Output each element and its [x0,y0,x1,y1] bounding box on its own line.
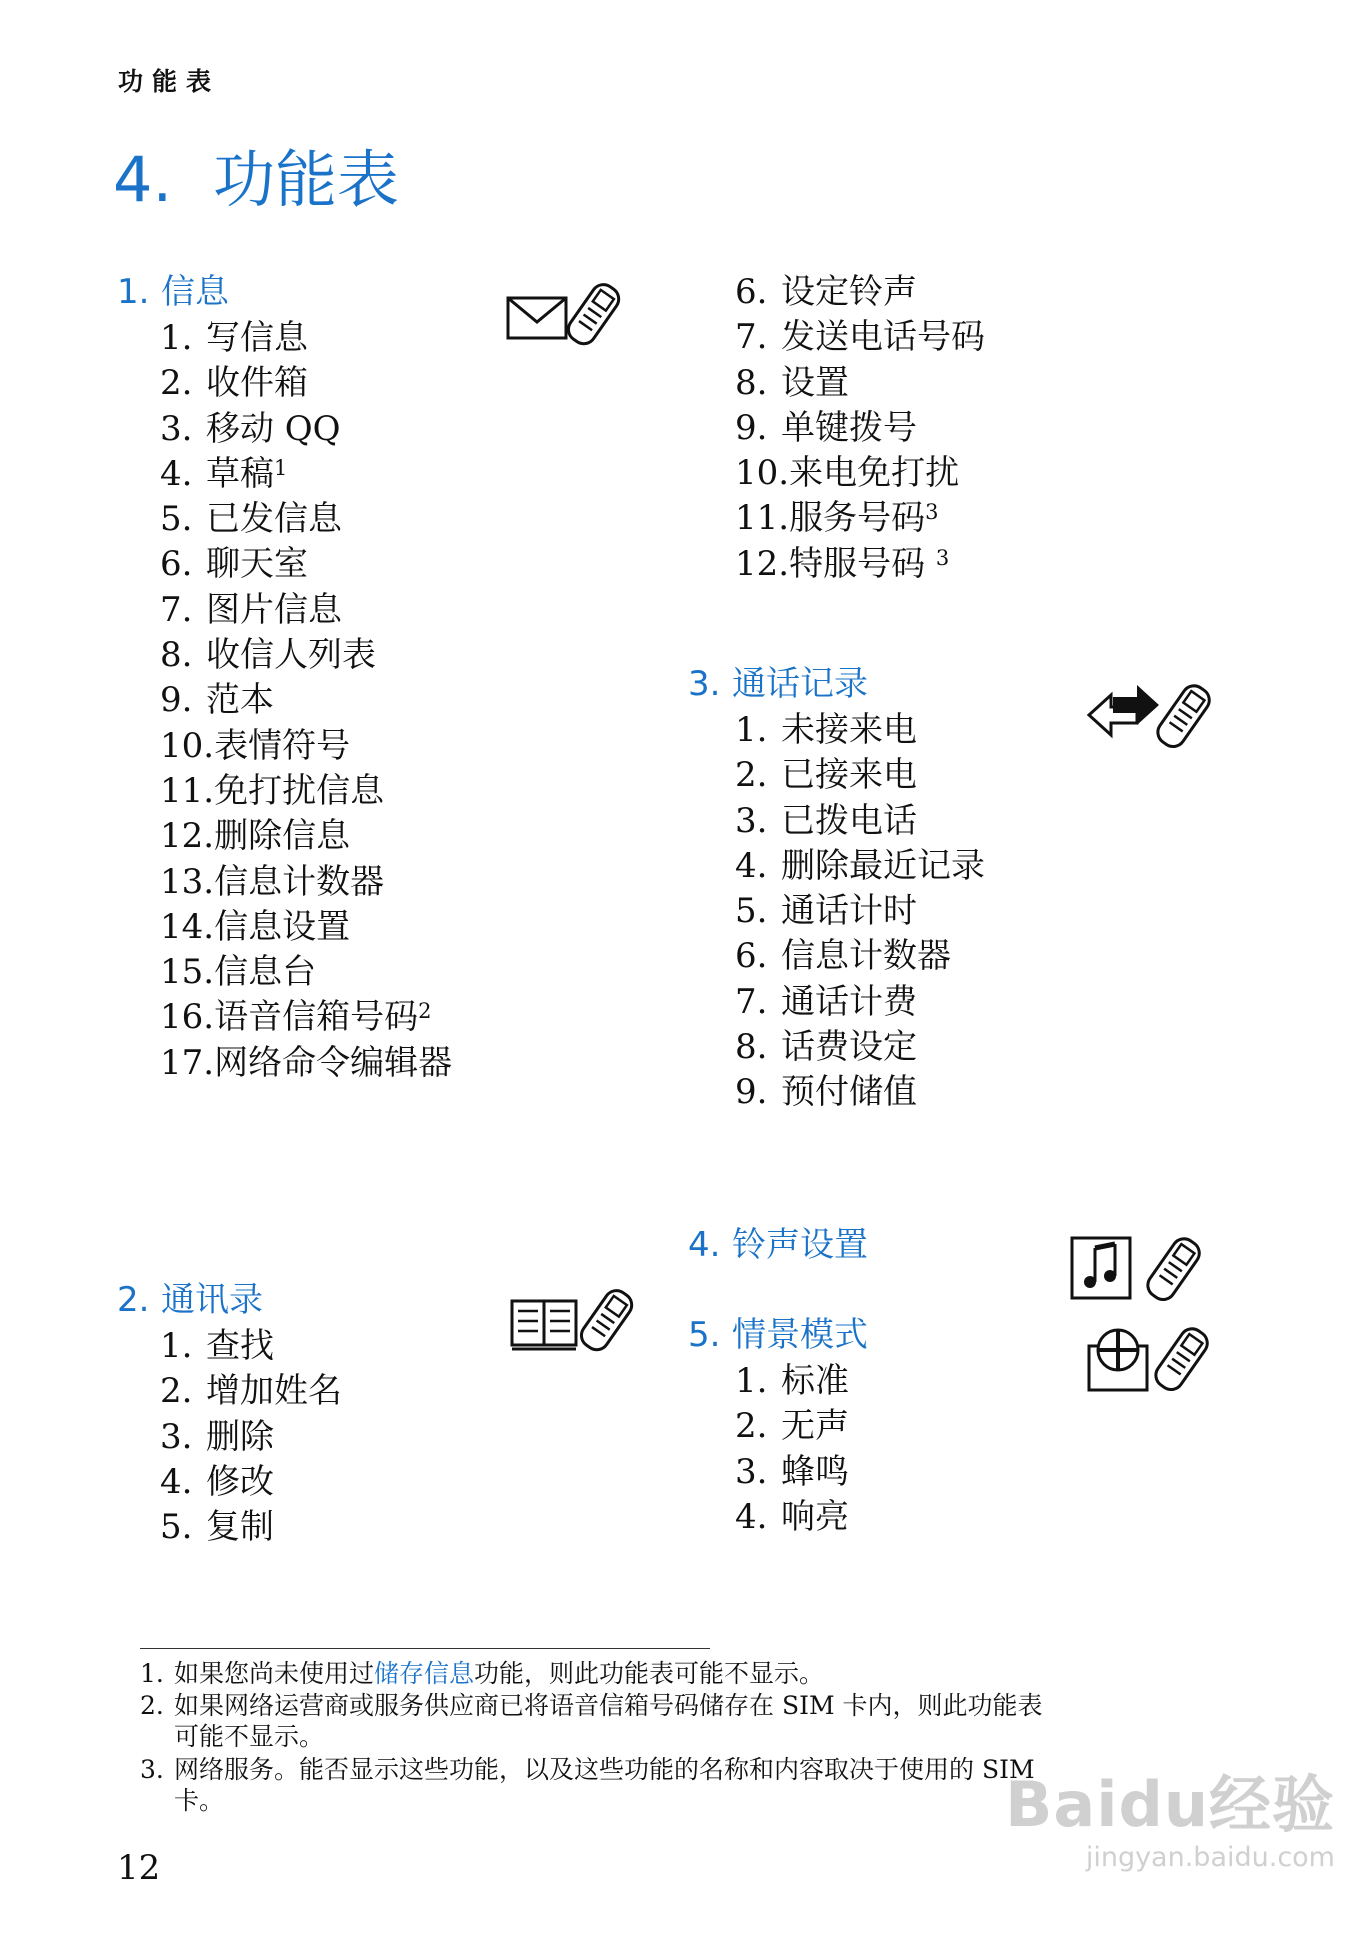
call-log-item-8: 8. 话费设定 [735,1027,917,1068]
messages-item-3: 3. 移动 QQ [160,408,341,449]
section-heading-messages: 1. 信息 [117,272,229,312]
profiles-item-3: 3. 蜂鸣 [735,1451,849,1492]
contacts-item-cont-5: 10.来电免打扰 [735,453,960,494]
stored-messages-link[interactable]: 储存信息 [374,1659,475,1688]
messages-item-4: 4. 草稿$^1$ [160,453,288,494]
messages-item-17: 17.网络命令编辑器 [160,1042,453,1083]
baidu-watermark [1005,1755,1335,1873]
chapter-title-text: 功能表 [213,143,400,216]
running-head: 功能表 [118,67,221,96]
envelope-phone-icon [505,280,625,350]
call-log-item-4: 4. 删除最近记录 [735,845,985,886]
messages-item-list [160,318,452,1088]
footnote-3: 3. 网络服务。能否显示这些功能，以及这些功能的名称和内容取决于使用的 SIM 卡。 [140,1755,1035,1815]
section-heading-profiles: 5. 情景模式 [688,1315,868,1355]
footnote-rule [140,1648,710,1649]
footnote-2: 2. 如果网络运营商或服务供应商已将语音信箱号码储存在 SIM 卡内，则此功能表 可能不显示。 [140,1691,1043,1751]
messages-item-5: 5. 已发信息 [160,499,342,540]
footnote-marker: 3 [925,500,939,525]
call-log-phone-icon [1085,675,1215,755]
messages-item-2: 2. 收件箱 [160,363,308,404]
messages-item-16: 16.语音信箱号码$^2$ [160,997,432,1038]
chapter-number: 4. [113,143,173,216]
contacts-item-cont-4: 9. 单键拨号 [735,407,917,448]
call-log-item-5: 5. 通话计时 [735,891,917,932]
profiles-item-2: 2. 无声 [735,1406,849,1447]
messages-item-10: 10.表情符号 [160,725,351,766]
music-note-phone-icon [1068,1230,1213,1310]
profiles-item-1: 1. 标准 [735,1361,849,1401]
footnote-marker: 1 [274,455,288,480]
call-log-item-9: 9. 预付储值 [735,1072,917,1113]
profile-phone-icon [1085,1320,1215,1400]
messages-item-9: 9. 范本 [160,680,274,721]
profiles-item-list [735,1361,849,1542]
messages-item-7: 7. 图片信息 [160,589,342,630]
contacts-item-cont-2: 7. 发送电话号码 [735,317,985,358]
messages-item-12: 12.删除信息 [160,816,351,857]
chapter-title [113,130,399,219]
messages-item-6: 6. 聊天室 [160,544,308,585]
footnote-marker: 3 [935,545,950,570]
section-heading-contacts: 2. 通讯录 [117,1280,263,1320]
section-heading-tones: 4. 铃声设置 [688,1225,868,1265]
messages-item-1: 1. 写信息 [160,318,308,358]
call-log-item-6: 6. 信息计数器 [735,936,951,977]
section-heading-call-log: 3. 通话记录 [688,664,868,704]
call-log-item-2: 2. 已接来电 [735,755,917,796]
watermark-logo: Baidu经验 [1005,1768,1335,1841]
contacts-item-4: 4. 修改 [160,1461,274,1502]
contacts-continued-item-list [735,272,985,589]
contacts-item-cont-6: 11.服务号码$^3$ [735,498,939,539]
messages-item-13: 13.信息计数器 [160,861,385,902]
footnote-1: 1. 如果您尚未使用过储存信息功能，则此功能表可能不显示。 [140,1659,825,1688]
messages-item-15: 15.信息台 [160,952,317,993]
phonebook-phone-icon [508,1285,638,1357]
messages-item-8: 8. 收信人列表 [160,635,376,676]
call-log-item-3: 3. 已拨电话 [735,800,917,841]
contacts-item-cont-1: 6. 设定铃声 [735,272,917,312]
contacts-item-3: 3. 删除 [160,1416,274,1457]
call-log-item-7: 7. 通话计费 [735,981,917,1022]
watermark-url: jingyan.baidu.com [1085,1842,1335,1873]
call-log-item-list [735,710,985,1118]
contacts-item-2: 2. 增加姓名 [160,1371,342,1412]
call-log-item-1: 1. 未接来电 [735,710,917,750]
messages-item-11: 11.免打扰信息 [160,770,385,811]
contacts-item-5: 5. 复制 [160,1507,274,1548]
contacts-item-cont-3: 8. 设置 [735,362,849,403]
profiles-item-4: 4. 响亮 [735,1496,849,1537]
footnote-marker: 2 [418,999,432,1024]
contacts-item-cont-7: 12.特服号码 $^3$ [735,543,950,584]
page-number: 12 [117,1848,161,1888]
contacts-item-1: 1. 查找 [160,1326,274,1366]
messages-item-14: 14.信息设置 [160,906,351,947]
contacts-item-list [160,1326,342,1552]
